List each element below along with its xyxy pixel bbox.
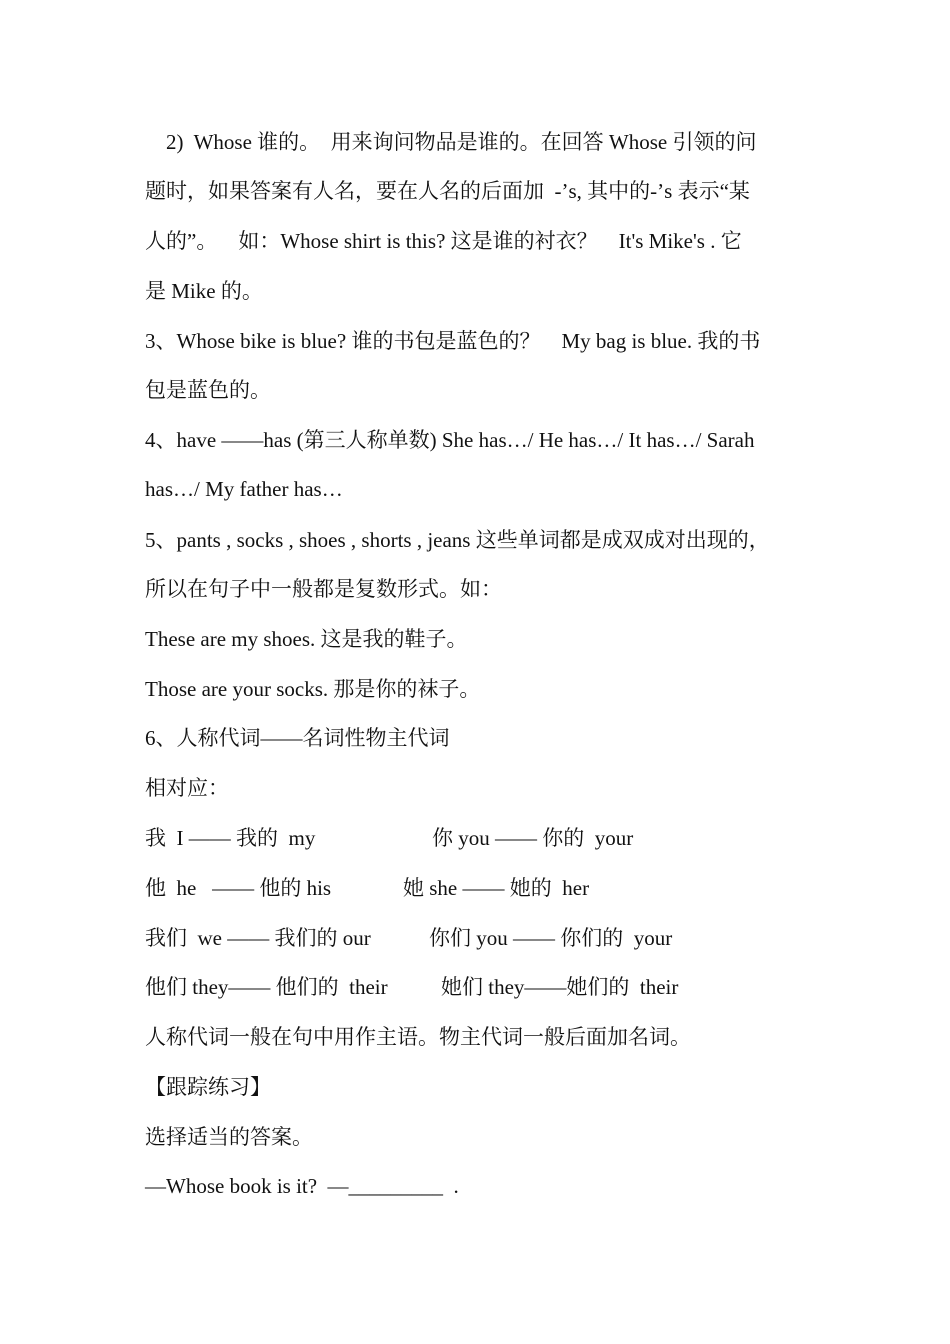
text-line-1: 2) Whose 谁的。 用来询问物品是谁的。在回答 Whose 引领的问 [145, 130, 757, 154]
text-line-2: 题时，如果答案有人名，要在人名的后面加 -’s, 其中的-’s 表示“某 [145, 179, 750, 203]
pronoun-row-1-right: 你 you —— 你的 your [432, 826, 634, 850]
pronoun-row-2-right: 她 she —— 她的 her [403, 876, 590, 900]
example-sentence-1: These are my shoes. 这是我的鞋子。 [145, 627, 468, 651]
text-line-5: 3、Whose bike is blue? 谁的书包是蓝色的？ My bag is blue. 我的书 [145, 329, 761, 353]
text-line-7: 4、have ——has (第三人称单数) She has…/ He has…/ It has…/ Sarah [145, 428, 755, 452]
text-line-4: 是 Mike 的。 [145, 279, 263, 303]
practice-instruction: 选择适当的答案。 [145, 1125, 313, 1149]
section-heading-6: 6、人称代词——名词性物主代词 [145, 726, 450, 750]
pronoun-row-3-left: 我们 we —— 我们的 our [145, 926, 371, 950]
text-line-3: 人的”。 如：Whose shirt is this? 这是谁的衬衣？ It's Mike's . 它 [145, 229, 742, 253]
pronoun-row-1-left: 我 I —— 我的 my [145, 826, 316, 850]
pronoun-row-4-left: 他们 they—— 他们的 their [145, 975, 388, 999]
correspondence-label: 相对应： [145, 776, 229, 800]
pronoun-row-2-left: 他 he —— 他的 his [145, 876, 332, 900]
practice-question: —Whose book is it? —_________ . [145, 1174, 459, 1198]
practice-heading: 【跟踪练习】 [145, 1075, 271, 1099]
usage-note: 人称代词一般在句中用作主语。物主代词一般后面加名词。 [145, 1025, 691, 1049]
text-line-6: 包是蓝色的。 [145, 378, 271, 402]
text-line-10: 所以在句子中一般都是复数形式。如： [145, 577, 502, 601]
pronoun-row-3-right: 你们 you —— 你们的 your [429, 926, 673, 950]
example-sentence-2: Those are your socks. 那是你的袜子。 [145, 677, 481, 701]
text-line-9: 5、pants , socks , shoes , shorts , jeans 这些单词都是成双成对出现的， [145, 528, 770, 552]
pronoun-row-4-right: 她们 they——她们的 their [441, 975, 679, 999]
text-line-8: has…/ My father has… [145, 477, 343, 501]
